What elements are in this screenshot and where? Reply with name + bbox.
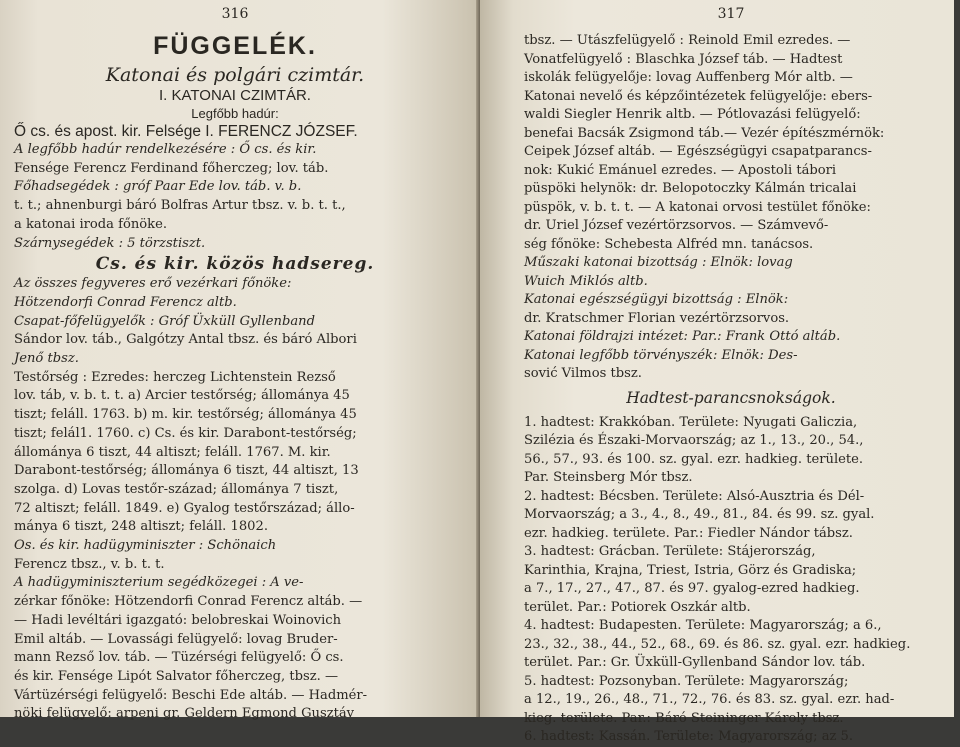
ruler-line: Ő cs. és apost. kir. Felsége I. FERENCZ JÓZSEF.: [14, 123, 358, 140]
text-line: mann Rezső lov. táb. — Tüzérségi felügyelő: Ő cs.: [14, 650, 344, 666]
text-line: tiszt; felál1. 1760. c) Cs. és kir. Darabont-testőrség;: [14, 425, 357, 441]
text-line: Katonai legfőbb törvényszék: Elnök: Des-: [524, 347, 798, 363]
text-line: 4. hadtest: Budapesten. Területe: Magyarország; a 6.,: [524, 618, 882, 633]
text-line: Os. és kir. hadügyminiszter : Schönaich: [14, 538, 277, 554]
text-line: 3. hadtest: Grácban. Területe: Stájerország,: [524, 544, 816, 559]
section-title: I. KATONAI CZIMTÁR.: [159, 87, 311, 104]
text-line: Jenő tbsz.: [14, 351, 79, 367]
text-line: Karinthia, Krajna, Triest, Istria, Görz és Gradiska;: [524, 562, 857, 578]
text-line: Szilézia és Északi-Morvaország; az 1., 13., 20., 54.,: [524, 433, 864, 448]
text-line: Testőrség : Ezredes: herczeg Lichtenstein Rezső: [14, 369, 336, 385]
page-number-right: 317: [717, 6, 745, 22]
text-line: Hötzendorfi Conrad Ferencz altb.: [14, 294, 237, 310]
text-line: Morvaország; a 3., 4., 8., 49., 81., 84. és 99. sz. gyal.: [524, 507, 875, 522]
text-line: a katonai iroda főnöke.: [14, 216, 168, 232]
text-line: 72 altiszt; feláll. 1849. e) Gyalog testőrszázad; állo-: [14, 500, 355, 516]
text-line: Par. Steinsberg Mór tbsz.: [524, 470, 693, 485]
section-heading: Cs. és kir. közös hadsereg.: [95, 254, 375, 275]
text-line: Katonai nevelő és képzőintézetek felügyelője: ebers-: [524, 88, 873, 104]
text-line: waldi Siegler Henrik altb. — Pótlovazási felügyelő:: [524, 107, 861, 122]
text-line: 2. hadtest: Bécsben. Területe: Alsó-Ausztria és Dél-: [524, 488, 865, 504]
text-line: 6. hadtest: Kassán. Területe: Magyarország; az 5.: [524, 729, 854, 744]
text-line: A hadügyminiszterium segédközegei : A ve-: [14, 575, 304, 591]
text-line: Fensége Ferencz Ferdinand főherczeg; lov. táb.: [14, 160, 329, 176]
text-line: 1. hadtest: Krakkóban. Területe: Nyugati Galiczia,: [524, 414, 858, 430]
text-line: lov. táb, v. b. t. t. a) Arcier testőrség; állománya 45: [14, 388, 350, 404]
text-line: sović Vilmos tbsz.: [524, 366, 642, 381]
text-line: Vonatfelügyelő : Blaschka József táb. — Hadtest: [524, 51, 843, 67]
text-line: állománya 6 tiszt, 44 altiszt; feláll. 1767. M. kir.: [14, 444, 331, 460]
text-line: tiszt; feláll. 1763. b) m. kir. testőrség; állománya 45: [14, 407, 357, 423]
text-line: dr. Kratschmer Florian vezértörzsorvos.: [524, 310, 790, 326]
text-line: Csapat-főfelügyelők : Gróf Üxküll Gyllenband: [14, 313, 315, 329]
text-line: terület. Par.: Gr. Üxküll-Gyllenband Sándor lov. táb.: [524, 655, 866, 670]
text-line: nöki felügyelő: arpeni gr. Geldern Egmond Gusztáv: [14, 706, 355, 722]
text-line: Vártüzérségi felügyelő: Beschi Ede altáb. — Hadmér-: [14, 687, 368, 703]
text-line: Műszaki katonai bizottság : Elnök: lovag: [524, 255, 793, 270]
text-line: nok: Kukić Emánuel ezredes. — Apostoli tábori: [524, 162, 837, 178]
text-line: Sándor lov. táb., Galgótzy Antal tbsz. és báró Albori: [14, 332, 357, 348]
text-line: iskolák felügyelője: lovag Auffenberg Mór altb. —: [524, 70, 853, 85]
text-line: Wuich Miklós altb.: [524, 273, 648, 289]
text-line: Ceipek József altáb. — Egészségügyi csapatparancs-: [524, 144, 872, 159]
text-line: — Hadi levéltári igazgató: belobreskai Woinovich: [14, 612, 342, 628]
text-line: 5. hadtest: Pozsonyban. Területe: Magyarország;: [524, 673, 849, 689]
text-line: Emil altáb. — Lovassági felügyelő: lovag Bruder-: [14, 631, 338, 647]
text-line: tbsz. — Utászfelügyelő : Reinold Emil ezredes. —: [524, 33, 851, 48]
text-line: benefai Bacsák Zsigmond táb.— Vezér építészmérnök:: [524, 125, 885, 141]
text-line: dr. Uriel József vezértörzsorvos. — Számvevő-: [524, 218, 829, 233]
text-line: Szárnysegédek : 5 törzstiszt.: [14, 235, 206, 251]
text-line: Katonai egészségügyi bizottság : Elnök:: [524, 292, 789, 307]
text-line: 23., 32., 38., 44., 52., 68., 69. és 86. sz. gyal. ezr. hadkieg.: [524, 636, 911, 652]
text-line: szolga. d) Lovas testőr-század; állománya 7 tiszt,: [14, 481, 339, 497]
text-line: mánya 6 tiszt, 248 altiszt; feláll. 1802.: [14, 519, 268, 535]
text-line: püspök, v. b. t. t. — A katonai orvosi testület főnöke:: [524, 199, 871, 215]
text-line: a 7., 17., 27., 47., 87. és 97. gyalog-ezred hadkieg.: [524, 581, 860, 596]
text-line: kieg. területe. Par.: Báró Steininger Károly tbsz.: [524, 710, 844, 726]
text-line: Katonai földrajzi intézet: Par.: Frank Ottó altáb.: [524, 329, 841, 344]
text-line: püspöki helynök: dr. Belopotoczky Kálmán tricalai: [524, 181, 857, 196]
text-line: Darabont-testőrség; állománya 6 tiszt, 44 altiszt, 13: [14, 463, 359, 479]
right-page: [480, 0, 954, 744]
text-line: terület. Par.: Potiorek Oszkár altb.: [524, 599, 751, 615]
text-line: a 12., 19., 26., 48., 71., 72., 76. és 83. sz. gyal. ezr. had-: [524, 692, 895, 707]
text-line: 56., 57., 93. és 100. sz. gyal. ezr. hadkieg. területe.: [524, 451, 864, 467]
appendix-title: FÜGGELÉK.: [153, 32, 317, 60]
supreme-label: Legfőbb hadúr:: [191, 106, 279, 121]
directory-title: Katonai és polgári czimtár.: [105, 64, 365, 86]
text-line: t. t.; ahnenburgi báró Bolfras Artur tbsz. v. b. t. t.,: [14, 198, 346, 214]
text-line: és kir. Fensége Lipót Salvator főherczeg, tbsz. —: [14, 668, 339, 684]
left-page: [0, 0, 478, 722]
page-number-left: 316: [221, 6, 249, 22]
text-line: A legfőbb hadúr rendelkezésére : Ő cs. és kir.: [14, 142, 317, 157]
text-line: Az összes fegyveres erő vezérkari főnöke:: [14, 276, 292, 292]
text-line: Főhadsegédek : gróf Paar Ede lov. táb. v. b.: [14, 179, 302, 195]
text-line: Ferencz tbsz., v. b. t. t.: [14, 556, 165, 572]
text-line: zérkar főnöke: Hötzendorfi Conrad Ferencz altáb. —: [14, 594, 363, 610]
text-line: ség főnöke: Schebesta Alfréd mn. tanácsos.: [524, 236, 814, 252]
section-heading: Hadtest-parancsnokságok.: [626, 388, 836, 407]
text-line: ezr. hadkieg. területe. Par.: Fiedler Nándor tábsz.: [524, 525, 853, 541]
